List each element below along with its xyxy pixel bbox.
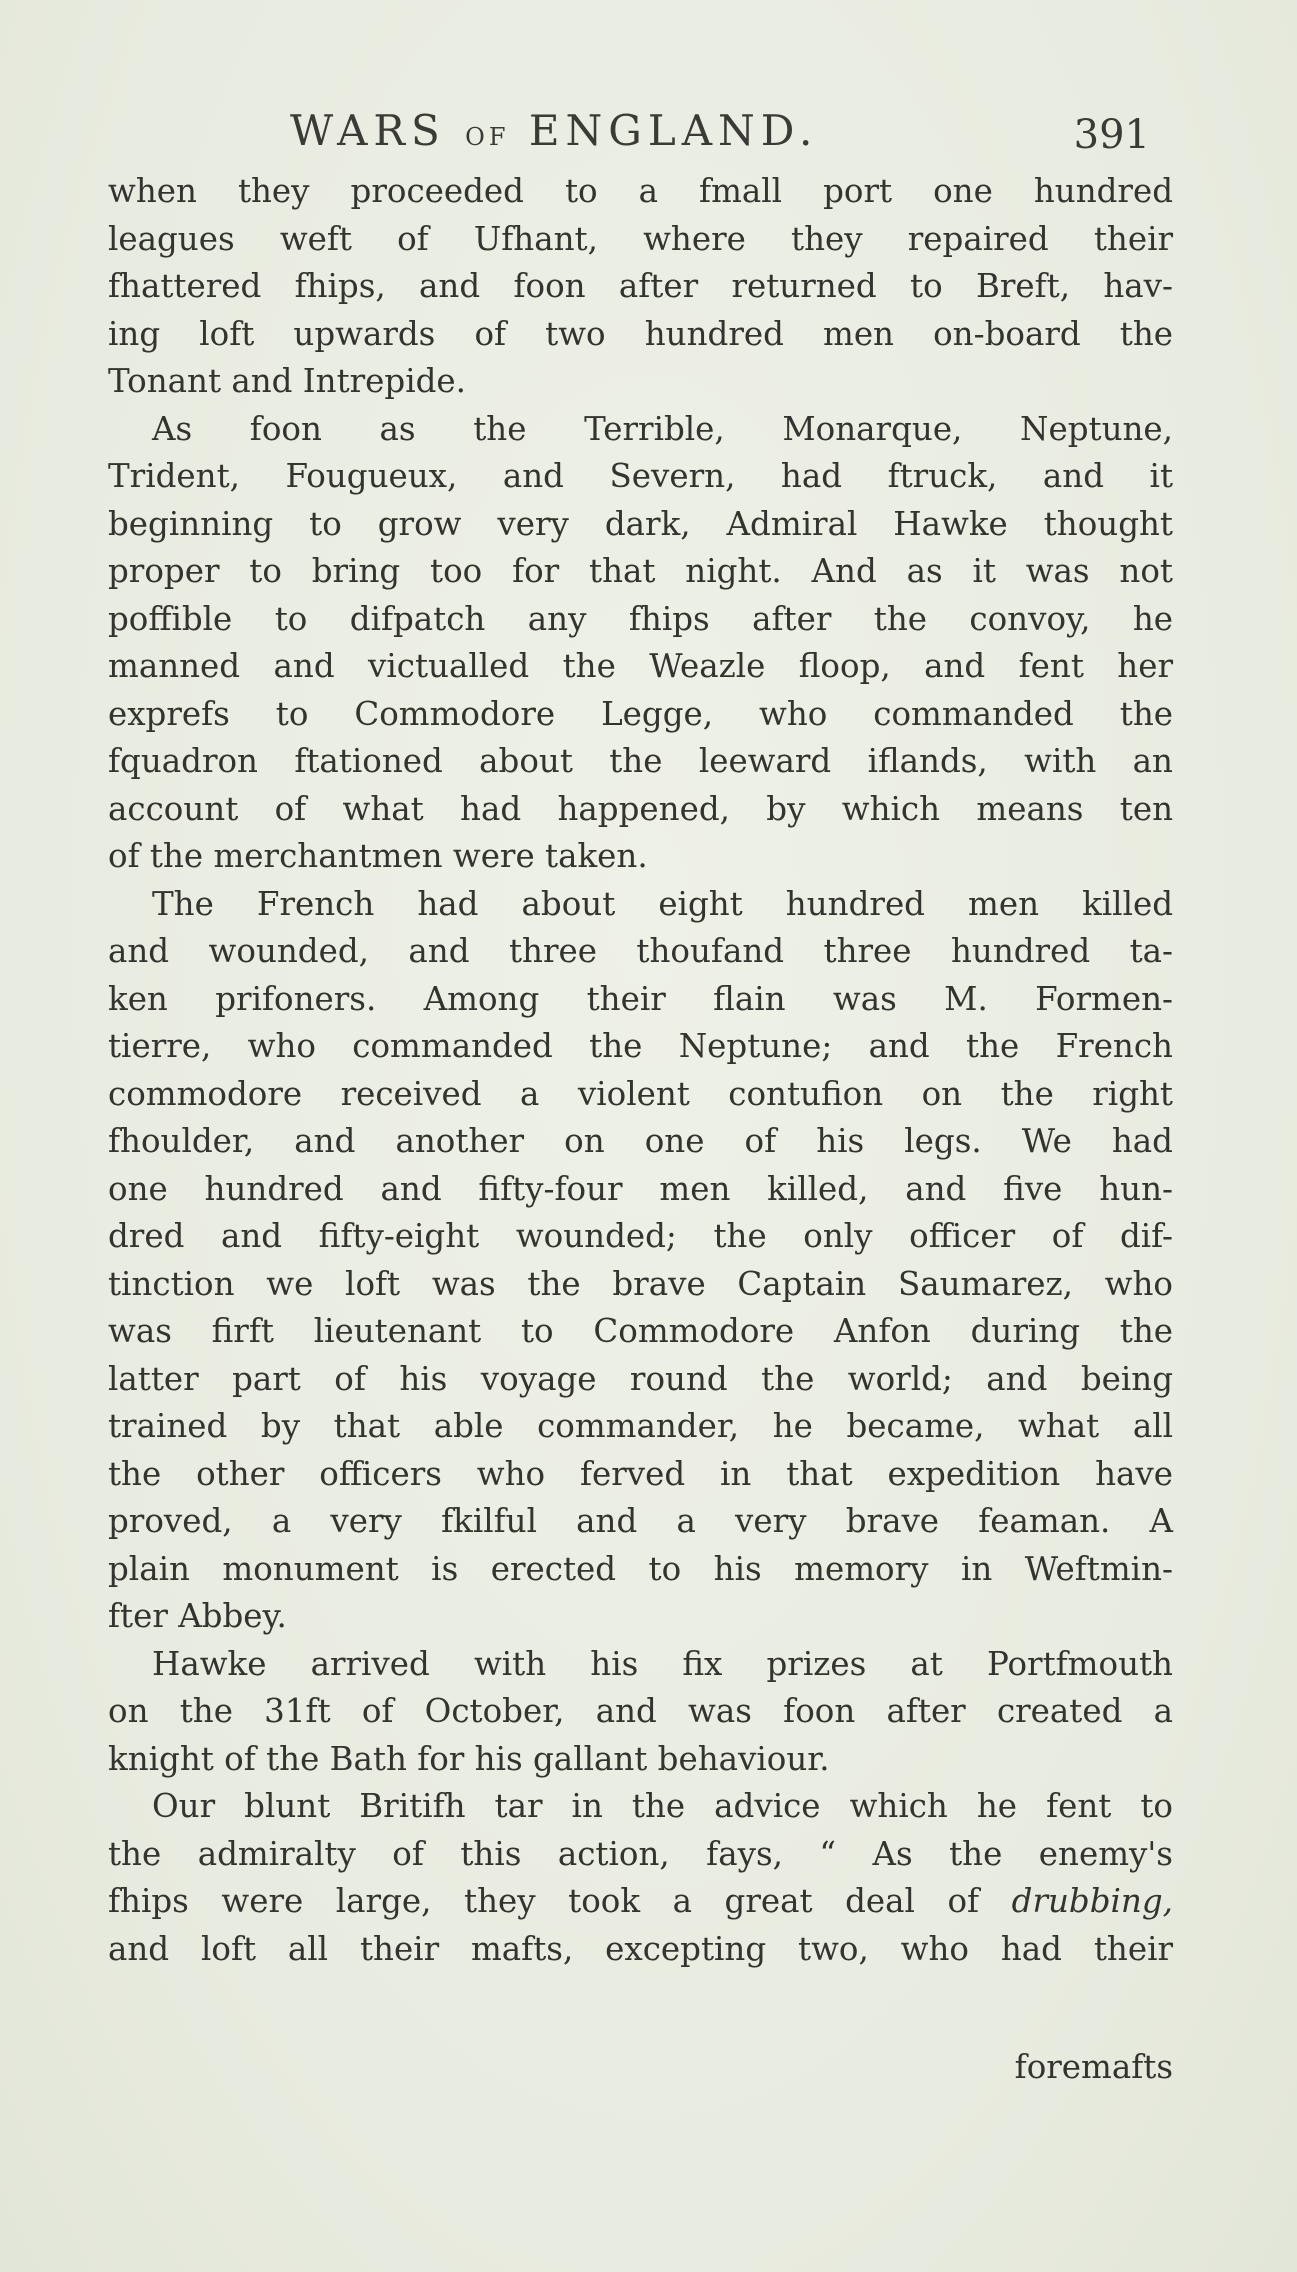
text-line: poffible to difpatch any fhips after the convoy, he — [108, 599, 1173, 638]
text-line: latter part of his voyage round the world; and being — [108, 1359, 1173, 1398]
text-line: fquadron ftationed about the leeward iflands, with an — [108, 742, 1173, 780]
text-line: manned and victualled the Weazle floop, and fent her — [108, 647, 1173, 685]
page-number: 391 — [1073, 112, 1150, 158]
page-header — [290, 106, 1150, 166]
text-line: Hawke arrived with his fix prizes at Portfmouth — [152, 1644, 1173, 1683]
text-line: commodore received a violent contufion on the right — [108, 1074, 1173, 1113]
text-line: and loft all their mafts, excepting two, who had their — [108, 1929, 1173, 1968]
emphasis-drubbing: drubbing, — [1011, 1882, 1173, 1920]
text-line: fhoulder, and another on one of his legs. We had — [108, 1122, 1173, 1160]
running-title — [290, 106, 818, 155]
text-line: one hundred and fifty-four men killed, and five hun- — [108, 1169, 1173, 1208]
text-line: tinction we loft was the brave Captain Saumarez, who — [108, 1264, 1173, 1303]
text-line: knight of the Bath for his gallant behaviour. — [108, 1739, 830, 1778]
text-line: the other officers who ferved in that expedition have — [108, 1454, 1173, 1493]
text-line: beginning to grow very dark, Admiral Hawke thought — [108, 504, 1173, 543]
text-line: when they proceeded to a fmall port one hundred — [108, 172, 1173, 210]
text-line: Tonant and Intrepide. — [108, 362, 466, 400]
text-line: leagues weft of Ufhant, where they repaired their — [108, 219, 1173, 258]
text-line: of the merchantmen were taken. — [108, 837, 648, 875]
text-line: Trident, Fougueux, and Severn, had ftruck, and it — [108, 457, 1173, 495]
text-line: the admiralty of this action, fays, “ As the enemy's — [108, 1834, 1173, 1873]
text-line: was firft lieutenant to Commodore Anfon during the — [108, 1312, 1173, 1350]
text-line — [108, 1878, 1173, 1926]
text-line: exprefs to Commodore Legge, who commanded the — [108, 694, 1173, 733]
text-line: fter Abbey. — [108, 1597, 287, 1635]
running-title-wars: WARS — [290, 106, 446, 155]
text-line: As foon as the Terrible, Monarque, Neptune, — [152, 409, 1173, 448]
running-title-england: ENGLAND. — [528, 106, 819, 155]
text-line: proved, a very fkilful and a very brave feaman. A — [108, 1502, 1173, 1540]
text-line: trained by that able commander, he became, what all — [108, 1407, 1173, 1445]
text-line: and wounded, and three thoufand three hundred ta- — [108, 932, 1173, 970]
text-line: account of what had happened, by which means ten — [108, 789, 1173, 828]
text-line: tierre, who commanded the Neptune; and the French — [108, 1027, 1173, 1065]
text-line: proper to bring too for that night. And as it was not — [108, 552, 1173, 590]
text-line: dred and fifty-eight wounded; the only officer of dif- — [108, 1217, 1173, 1255]
text-line: Our blunt Britifh tar in the advice which he fent to — [152, 1787, 1173, 1825]
text-line: ken prifoners. Among their flain was M. Formen- — [108, 979, 1173, 1018]
text-line: The French had about eight hundred men killed — [152, 884, 1173, 923]
text-line-segment: fhips were large, they took a great deal of — [108, 1882, 1012, 1920]
text-line: plain monument is erected to his memory in Weftmin- — [108, 1549, 1173, 1588]
text-line: ing loft upwards of two hundred men on-board the — [108, 314, 1173, 353]
body-text — [108, 168, 1173, 1973]
catchword: foremafts — [1014, 2048, 1173, 2086]
text-line: fhattered fhips, and foon after returned to Breft, hav- — [108, 267, 1173, 305]
text-line: on the 31ft of October, and was foon after created a — [108, 1692, 1173, 1730]
running-title-of: OF — [465, 123, 510, 151]
